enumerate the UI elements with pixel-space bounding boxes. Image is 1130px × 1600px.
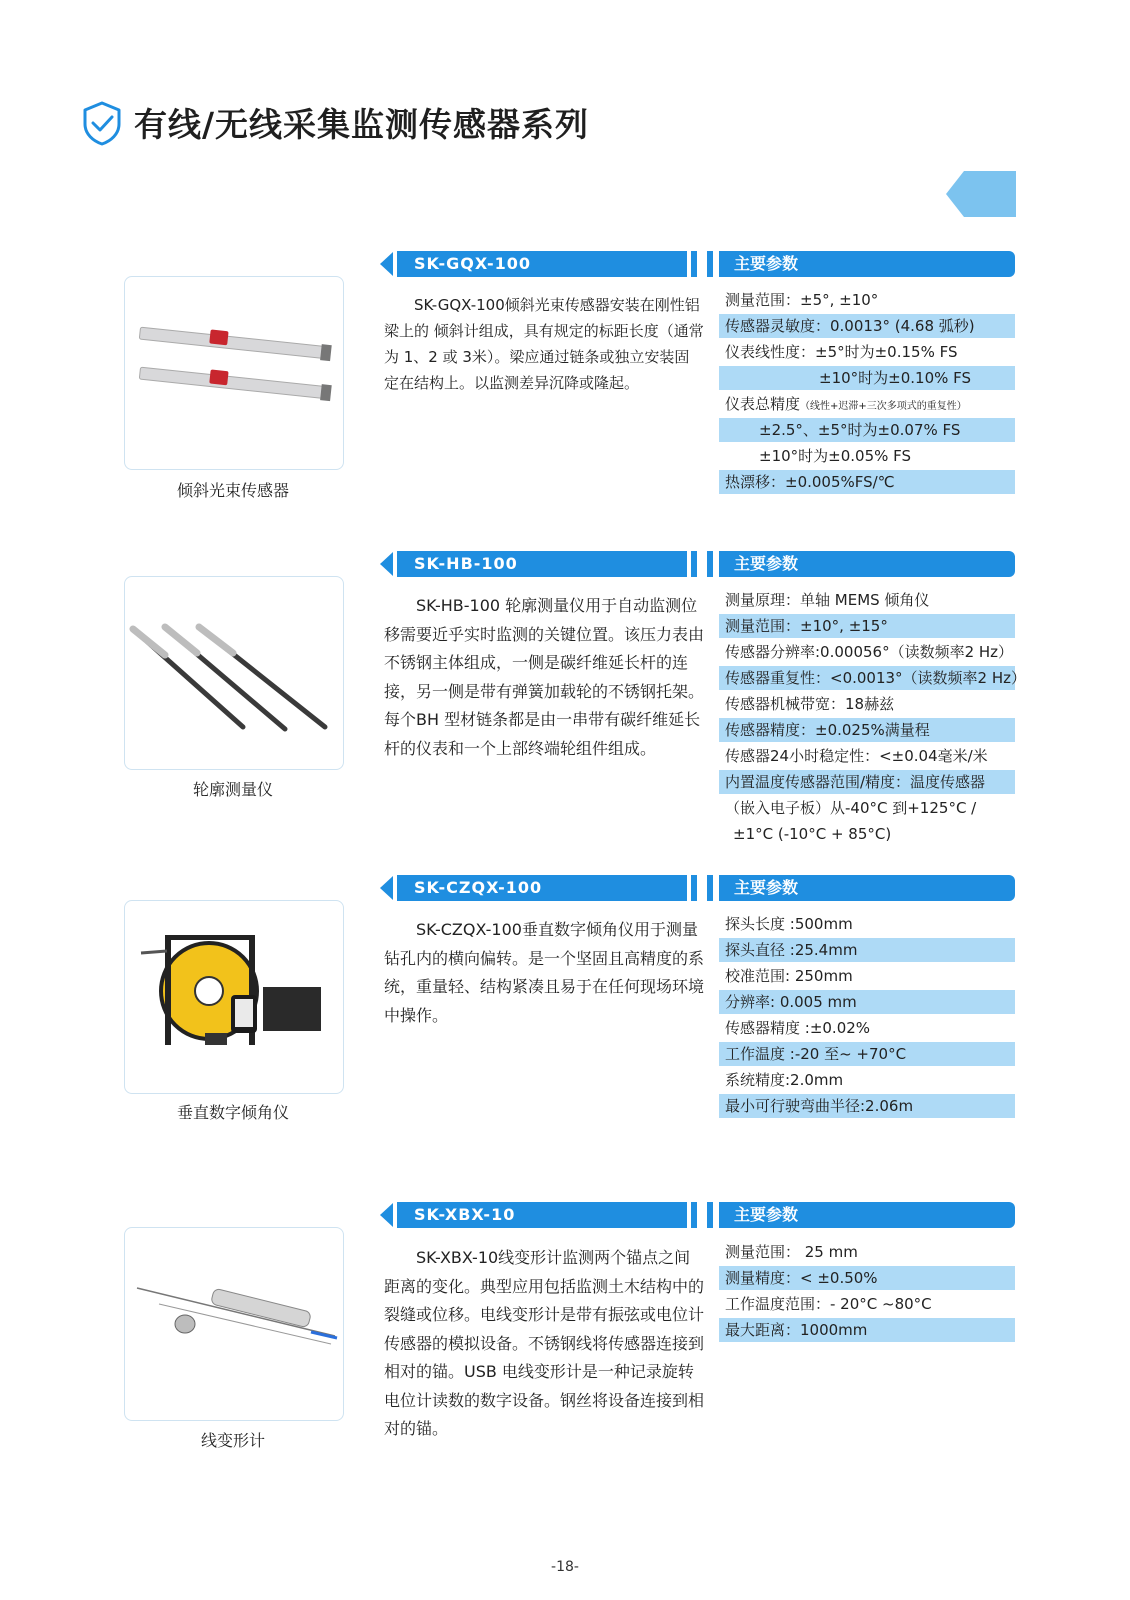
param-row: 传感器分辨率:0.00056°（读数频率2 Hz） [725, 643, 1014, 661]
photo-caption: 倾斜光束传感器 [176, 481, 289, 500]
product-description: SK-GQX-100倾斜光束传感器安装在刚性铝梁上的 倾斜计组成，具有规定的标距长度（通常为 1、2 或 3米）。梁应通过链条或独立安装固定在结构上。以监测差异沉降或隆起。 [384, 296, 704, 392]
param-row: 工作温度 :-20 至~ +70°C [719, 1042, 1015, 1066]
param-row: 测量范围： 25 mm [725, 1243, 858, 1261]
params-title: 主要参数 [734, 554, 799, 573]
param-row: 探头直径 :25.4mm [719, 938, 1015, 962]
params-header [719, 551, 1015, 577]
param-row: 仪表线性度：±5°时为±0.15% FS [725, 343, 958, 361]
param-row: 最大距离：1000mm [719, 1318, 1015, 1342]
params-header [719, 251, 1015, 277]
model-header [380, 251, 698, 277]
param-row: 内置温度传感器范围/精度：温度传感器 [719, 770, 1015, 794]
param-row: 分辨率: 0.005 mm [719, 990, 1015, 1014]
params-header [719, 875, 1015, 901]
param-row: 测量范围：±10°, ±15° [719, 614, 1015, 638]
model-label: SK-XBX-10 [414, 1205, 516, 1224]
product-photo-profile-gauge [124, 576, 344, 770]
param-row: 测量精度：< ±0.50% [719, 1266, 1015, 1290]
photo-caption: 轮廓测量仪 [192, 780, 273, 799]
model-label: SK-CZQX-100 [414, 878, 543, 897]
corner-tab-decoration [946, 171, 1016, 217]
param-row: 热漂移：±0.005%FS/℃ [719, 470, 1015, 494]
params-list [719, 912, 1015, 1120]
param-row: 工作温度范围：- 20°C ~80°C [725, 1295, 932, 1313]
shield-check-icon [80, 100, 124, 146]
product-photo-vertical-inclinometer [124, 900, 344, 1094]
model-header [380, 551, 698, 577]
photo-caption: 线变形计 [200, 1431, 265, 1450]
params-list [719, 588, 1027, 848]
params-title: 主要参数 [734, 1205, 799, 1224]
model-label: SK-HB-100 [414, 554, 518, 573]
params-list [719, 288, 1015, 496]
param-row: 系统精度:2.0mm [725, 1071, 844, 1089]
param-row: 传感器精度：±0.025%满量程 [719, 718, 1015, 742]
param-row: ±2.5°、±5°时为±0.07% FS [719, 418, 1015, 442]
params-header [719, 1202, 1015, 1228]
product-photo-tilt-beam [124, 276, 344, 470]
product-description: SK-CZQX-100垂直数字倾角仪用于测量钻孔内的横向偏转。是一个坚固且高精度的系统，重量轻、结构紧凑且易于在任何现场环境中操作。 [384, 920, 705, 1025]
param-note: （线性+迟滞+三次多项式的重复性） [800, 401, 967, 412]
params-list [719, 1240, 1015, 1344]
page-number: -18- [551, 1559, 579, 1575]
param-row: （嵌入电子板）从-40°C 到+125°C / [725, 799, 977, 817]
param-row: ±10°时为±0.10% FS [719, 366, 1015, 390]
model-header [380, 875, 698, 901]
param-row: 最小可行驶弯曲半径:2.06m [719, 1094, 1015, 1118]
param-row: ±1°C (-10°C + 85°C) [733, 825, 892, 843]
param-row [719, 392, 1015, 416]
param-row: 测量原理：单轴 MEMS 倾角仪 [725, 591, 930, 609]
model-header [380, 1202, 698, 1228]
product-description: SK-XBX-10线变形计监测两个锚点之间距离的变化。典型应用包括监测土木结构中的裂缝或位移。电线变形计是带有振弦或电位计传感器的模拟设备。不锈钢线将传感器连接到相对的锚。USB 电线变形计是一种记录旋转电位计读数的数字设备。钢丝将设备连接到相对的锚。 [384, 1248, 705, 1438]
params-title: 主要参数 [734, 254, 799, 273]
param-row: ±10°时为±0.05% FS [759, 447, 912, 465]
param-row: 探头长度 :500mm [725, 915, 853, 933]
param-row: 传感器重复性：<0.0013°（读数频率2 Hz） [719, 666, 1015, 690]
photo-caption: 垂直数字倾角仪 [176, 1103, 289, 1122]
params-title: 主要参数 [734, 878, 799, 897]
param-row: 测量范围：±5°, ±10° [725, 291, 879, 309]
param-label: 仪表总精度 [725, 395, 801, 413]
param-row: 传感器机械带宽：18赫兹 [725, 695, 895, 713]
param-row: 校准范围: 250mm [725, 967, 853, 985]
product-photo-wire-extensometer [124, 1227, 344, 1421]
model-label: SK-GQX-100 [414, 254, 531, 273]
param-row: 传感器24小时稳定性：<±0.04毫米/米 [725, 747, 988, 765]
page-title: 有线/无线采集监测传感器系列 [134, 105, 590, 144]
product-description: SK-HB-100 轮廓测量仪用于自动监测位移需要近乎实时监测的关键位置。该压力表由不锈钢主体组成，一侧是碳纤维延长杆的连接，另一侧是带有弹簧加载轮的不锈钢托架。每个BH 型材链条都是由一串带有碳纤维延长杆的仪表和一个上部终端轮组件组成。 [384, 596, 705, 758]
param-row: 传感器灵敏度：0.0013° (4.68 弧秒) [719, 314, 1015, 338]
param-row: 传感器精度 :±0.02% [725, 1019, 871, 1037]
